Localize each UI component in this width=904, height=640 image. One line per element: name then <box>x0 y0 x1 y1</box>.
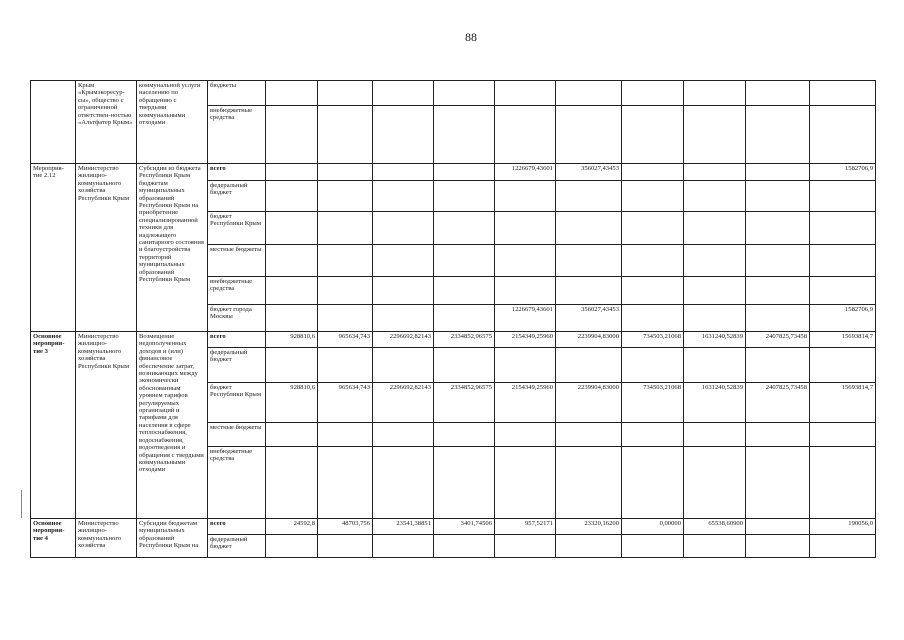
amount-cell <box>266 164 318 181</box>
amount-cell <box>318 305 373 332</box>
amount-cell: 23320,16200 <box>556 519 622 535</box>
amount-cell <box>266 212 318 245</box>
amount-cell: 1631240,52839 <box>684 332 746 348</box>
amount-cell <box>495 245 556 277</box>
amount-cell <box>434 423 495 447</box>
amount-cell <box>318 81 373 106</box>
amount-cell <box>622 305 684 332</box>
amount-cell <box>556 423 622 447</box>
amount-cell <box>556 447 622 519</box>
funding-source-cell: бюджеты <box>208 81 266 106</box>
amount-cell <box>622 348 684 383</box>
amount-cell <box>373 181 434 212</box>
amount-cell <box>266 106 318 164</box>
amount-cell <box>434 277 495 305</box>
amount-cell <box>318 447 373 519</box>
amount-cell <box>318 535 373 558</box>
amount-cell <box>556 277 622 305</box>
amount-cell <box>266 348 318 383</box>
funding-source-cell: всего <box>208 519 266 535</box>
amount-cell <box>266 181 318 212</box>
amount-cell <box>746 81 810 106</box>
amount-cell <box>746 277 810 305</box>
funding-source-cell: внебюджетные средства <box>208 106 266 164</box>
amount-cell <box>373 106 434 164</box>
page-number: 88 <box>465 30 477 44</box>
amount-cell <box>622 423 684 447</box>
amount-cell <box>556 181 622 212</box>
amount-cell: 2296692,82143 <box>373 332 434 348</box>
activity-cell: Мероприя-тие 2.12 <box>31 164 76 332</box>
amount-cell <box>746 245 810 277</box>
amount-cell: 65538,60900 <box>684 519 746 535</box>
amount-cell <box>556 245 622 277</box>
amount-cell <box>434 106 495 164</box>
funding-source-cell: всего <box>208 332 266 348</box>
amount-cell: 1226679,43601 <box>495 305 556 332</box>
amount-cell <box>746 447 810 519</box>
amount-cell <box>373 447 434 519</box>
activity-cell <box>31 81 76 164</box>
amount-cell <box>373 245 434 277</box>
amount-cell: 356027,43453 <box>556 305 622 332</box>
executor-cell: Министерство жилищно-коммунального хозяйства Республики Крым <box>76 332 137 519</box>
amount-cell <box>684 535 746 558</box>
amount-cell: 1582706,9 <box>810 164 876 181</box>
amount-cell <box>434 164 495 181</box>
amount-cell <box>810 212 876 245</box>
amount-cell <box>810 535 876 558</box>
amount-cell <box>434 305 495 332</box>
funding-source-cell: бюджет Республики Крым <box>208 212 266 245</box>
funding-source-cell: федеральный бюджет <box>208 535 266 558</box>
amount-cell: 1582706,9 <box>810 305 876 332</box>
amount-cell <box>373 305 434 332</box>
amount-cell <box>318 423 373 447</box>
amount-cell <box>434 535 495 558</box>
amount-cell <box>746 519 810 535</box>
amount-cell <box>266 535 318 558</box>
amount-cell: 0,00000 <box>622 519 684 535</box>
amount-cell: 2154349,25960 <box>495 383 556 423</box>
amount-cell <box>556 535 622 558</box>
executor-cell: Министерство жилищно-коммунального хозяйства <box>76 519 137 558</box>
table-row <box>31 519 876 535</box>
amount-cell: 2407825,73458 <box>746 383 810 423</box>
amount-cell <box>266 245 318 277</box>
amount-cell <box>622 277 684 305</box>
executor-cell: Крым «Крымэкоресур-сы», общество с ограниченной ответствен-ностью «Альтфатер Крым» <box>76 81 137 164</box>
amount-cell <box>684 305 746 332</box>
funding-source-cell: внебюджетные средства <box>208 447 266 519</box>
amount-cell <box>318 181 373 212</box>
amount-cell <box>434 245 495 277</box>
amount-cell <box>318 106 373 164</box>
amount-cell <box>746 348 810 383</box>
amount-cell: 1631240,52839 <box>684 383 746 423</box>
amount-cell: 928810,6 <box>266 383 318 423</box>
amount-cell <box>622 181 684 212</box>
amount-cell <box>746 181 810 212</box>
amount-cell <box>495 277 556 305</box>
description-cell: Субсидии бюджетам муниципальных образований Республики Крым на <box>137 519 208 558</box>
amount-cell <box>810 245 876 277</box>
amount-cell <box>746 164 810 181</box>
amount-cell <box>556 212 622 245</box>
amount-cell <box>746 212 810 245</box>
amount-cell <box>434 212 495 245</box>
amount-cell: 2334852,96575 <box>434 383 495 423</box>
amount-cell <box>495 348 556 383</box>
amount-cell <box>810 447 876 519</box>
amount-cell <box>266 305 318 332</box>
amount-cell <box>373 164 434 181</box>
executor-cell: Министерство жилищно-коммунального хозяйства Республики Крым <box>76 164 137 332</box>
amount-cell <box>373 277 434 305</box>
amount-cell <box>318 164 373 181</box>
funding-source-cell: местные бюджеты <box>208 423 266 447</box>
amount-cell <box>810 106 876 164</box>
amount-cell: 15693814,7 <box>810 383 876 423</box>
amount-cell <box>684 164 746 181</box>
amount-cell <box>684 181 746 212</box>
amount-cell <box>373 212 434 245</box>
table-row <box>31 164 876 181</box>
amount-cell: 734503,21068 <box>622 332 684 348</box>
amount-cell <box>684 447 746 519</box>
amount-cell: 1226679,43601 <box>495 164 556 181</box>
amount-cell <box>556 81 622 106</box>
amount-cell: 190056,0 <box>810 519 876 535</box>
amount-cell <box>373 81 434 106</box>
amount-cell <box>684 423 746 447</box>
funding-source-cell: всего <box>208 164 266 181</box>
amount-cell <box>810 81 876 106</box>
amount-cell: 2239904,83000 <box>556 332 622 348</box>
funding-source-cell: местные бюджеты <box>208 245 266 277</box>
amount-cell <box>495 212 556 245</box>
amount-cell <box>556 106 622 164</box>
amount-cell <box>266 277 318 305</box>
amount-cell <box>495 423 556 447</box>
amount-cell <box>556 348 622 383</box>
amount-cell: 957,52171 <box>495 519 556 535</box>
amount-cell <box>622 447 684 519</box>
amount-cell <box>622 212 684 245</box>
amount-cell <box>266 423 318 447</box>
budget-table <box>30 80 876 558</box>
funding-source-cell: бюджет Республики Крым <box>208 383 266 423</box>
amount-cell <box>746 535 810 558</box>
amount-cell <box>373 348 434 383</box>
amount-cell <box>318 245 373 277</box>
amount-cell <box>495 106 556 164</box>
description-cell: коммунальной услуги населению по обращению с твердыми коммунальными отходами <box>137 81 208 164</box>
amount-cell <box>746 305 810 332</box>
amount-cell <box>810 423 876 447</box>
funding-source-cell: федеральный бюджет <box>208 181 266 212</box>
amount-cell <box>684 212 746 245</box>
amount-cell: 2296692,82143 <box>373 383 434 423</box>
amount-cell <box>622 106 684 164</box>
amount-cell <box>318 277 373 305</box>
amount-cell <box>684 245 746 277</box>
funding-source-cell: внебюджетные средства <box>208 277 266 305</box>
amount-cell: 3401,74506 <box>434 519 495 535</box>
amount-cell <box>622 81 684 106</box>
amount-cell <box>810 181 876 212</box>
amount-cell <box>684 277 746 305</box>
amount-cell <box>434 81 495 106</box>
amount-cell: 2334852,96575 <box>434 332 495 348</box>
amount-cell <box>746 106 810 164</box>
amount-cell <box>434 447 495 519</box>
amount-cell: 928810,6 <box>266 332 318 348</box>
amount-cell: 2154349,25960 <box>495 332 556 348</box>
amount-cell <box>684 106 746 164</box>
amount-cell <box>622 164 684 181</box>
table-row <box>31 81 876 106</box>
amount-cell <box>373 535 434 558</box>
amount-cell <box>373 423 434 447</box>
amount-cell <box>434 348 495 383</box>
amount-cell: 15693814,7 <box>810 332 876 348</box>
amount-cell: 48703,756 <box>318 519 373 535</box>
amount-cell: 2407825,73458 <box>746 332 810 348</box>
amount-cell <box>622 535 684 558</box>
amount-cell <box>434 181 495 212</box>
amount-cell: 965634,743 <box>318 383 373 423</box>
description-cell: Возмещение недополученных доходов и (или) финансовое обеспечение затрат, возникающих между экономически обоснованным уровнем тарифов регулируемых организаций и тарифами для населения в сфере теплоснабжения, водоснабжения, водоотведения и обращения с твердыми коммунальными отходами <box>137 332 208 519</box>
amount-cell <box>684 81 746 106</box>
amount-cell: 24592,8 <box>266 519 318 535</box>
amount-cell <box>495 81 556 106</box>
activity-cell: Основное мероприя-тие 4 <box>31 519 76 558</box>
amount-cell <box>810 277 876 305</box>
amount-cell <box>810 348 876 383</box>
amount-cell <box>266 447 318 519</box>
funding-source-cell: бюджет города Москвы <box>208 305 266 332</box>
amount-cell <box>684 348 746 383</box>
amount-cell <box>746 423 810 447</box>
amount-cell <box>495 181 556 212</box>
amount-cell <box>622 245 684 277</box>
activity-cell: Основное мероприя-тие 3 <box>31 332 76 519</box>
funding-source-cell: федеральный бюджет <box>208 348 266 383</box>
table-row <box>31 332 876 348</box>
amount-cell <box>318 348 373 383</box>
description-cell: Субсидии из бюджета Республики Крым бюджетам муниципальных образований Республики Крым на приобретение специализированной техники для надлежащего санитарного состояния и благоустройства территорий муниципальных образований Республики Крым <box>137 164 208 332</box>
amount-cell: 734503,21068 <box>622 383 684 423</box>
amount-cell <box>318 212 373 245</box>
amount-cell <box>495 535 556 558</box>
amount-cell: 23541,38851 <box>373 519 434 535</box>
amount-cell: 965634,743 <box>318 332 373 348</box>
amount-cell: 2239904,83000 <box>556 383 622 423</box>
amount-cell <box>266 81 318 106</box>
margin-mark <box>21 490 23 518</box>
amount-cell <box>495 447 556 519</box>
amount-cell: 356027,43453 <box>556 164 622 181</box>
